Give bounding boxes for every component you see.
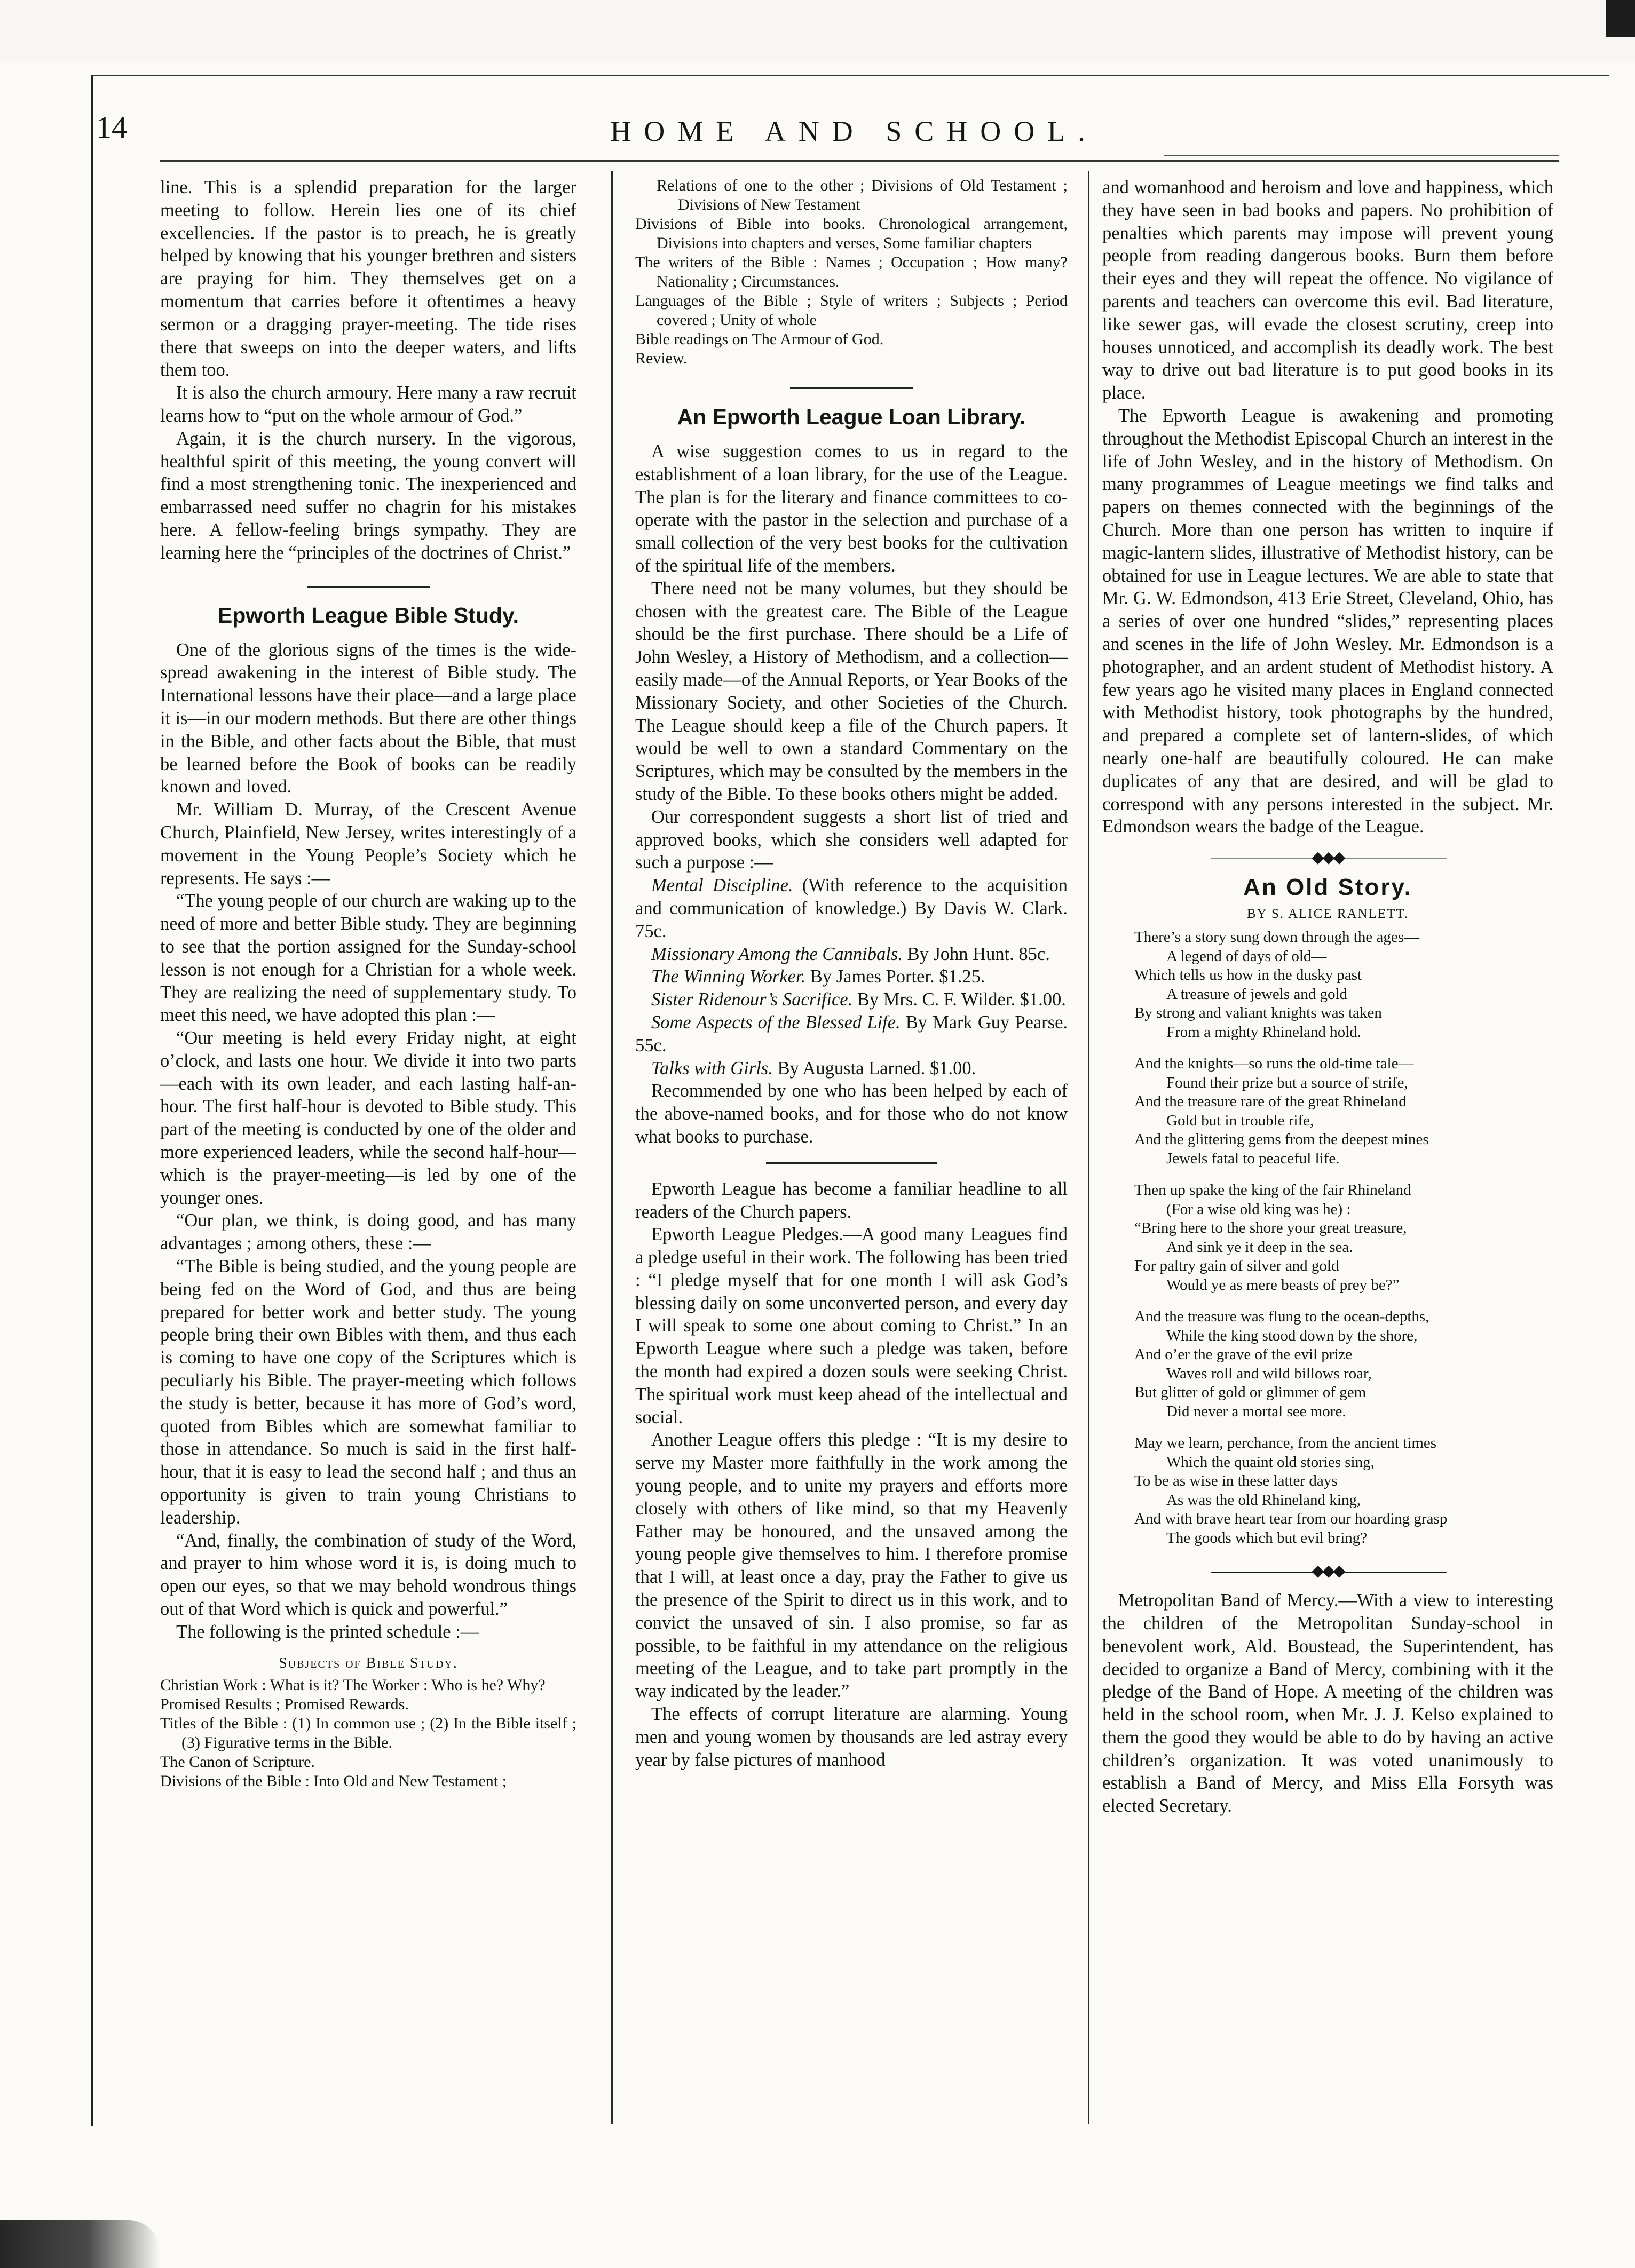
poem-stanza [1134,1181,1553,1295]
schedule-item: Titles of the Bible : (1) In common use ; (2) In the Bible itself ; (3) Figurative terms in the Bible. [160,1714,576,1751]
poem-line: A legend of days of old— [1166,947,1327,965]
schedule-item: Divisions of the Bible : Into Old and New Testament ; [160,1772,507,1790]
paragraph: One of the glorious signs of the times is the wide-spread awakening in the interest of Bible study. The International lessons have their place—and a large place it is—in our modern methods. But there are other things in the Bible, and other facts about the Bible, that must be learned before the Book of books can be readily known and loved. [160,639,576,797]
poem-line: Gold but in trouble rife, [1166,1112,1314,1129]
column-3 [1102,176,1553,2119]
poem-line: For paltry gain of silver and gold [1134,1257,1339,1275]
book-title: Mental Discipline. [651,875,793,896]
poem-line: To be as wise in these latter days [1134,1472,1338,1490]
poem-author: BY S. ALICE RANLETT. [1246,907,1409,922]
book-title: Talks with Girls. [651,1058,773,1079]
poem-line: And o’er the grave of the evil prize [1134,1346,1353,1363]
section-heading: An Epworth League Loan Library. [677,405,1026,429]
paragraph: Recommended by one who has been helped by each of the above-named books, and for those who do not know what books to purchase. [635,1081,1068,1147]
paragraph: There need not be many volumes, but they should be chosen with the greatest care. The Bible of the League should be the first purchase. There should be a Life of John Wesley, a History of Methodism, and a collection—easily made—of the Annual Reports, or Year Books of the Missionary Society, and other Societies of the Church. The League should keep a file of the Church papers. It would be well to own a standard Commentary on the Scriptures, which may be consulted by the members in the study of the Bible. To these books others might be added. [635,578,1068,804]
paragraph: A wise suggestion comes to us in regard to the establishment of a loan library, for the use of the League. The plan is for the literary and finance committees to co-operate with the pastor in the selection and purchase of a small collection of the very best books for the cultivation of the spiritual life of the members. [635,441,1068,576]
poem-line: As was the old Rhineland king, [1166,1491,1361,1509]
page-number: 14 [96,110,127,145]
scan-corner-mark [1606,0,1635,37]
poem-line: And the treasure was flung to the ocean-depths, [1134,1308,1429,1326]
poem-line: Would ye as mere beasts of prey be?” [1166,1276,1400,1294]
poem-line: And sink ye it deep in the sea. [1166,1238,1353,1256]
poem-line: By strong and valiant knights was taken [1134,1004,1382,1022]
header-rule [160,160,1559,162]
poem-line: From a mighty Rhineland hold. [1166,1023,1361,1041]
poem-line: A treasure of jewels and gold [1166,985,1348,1003]
schedule-item: Languages of the Bible ; Style of writers ; Subjects ; Period covered ; Unity of whole [635,292,1068,329]
ornament-divider: ———————◆◆◆——————— [1211,1562,1445,1580]
paragraph: line. This is a splendid preparation for the larger meeting to follow. Herein lies one of its chief excellencies. If the pastor is to preach, he is greatly helped by knowing that his younger brethren and sisters are praying for him. They themselves get on a momentum that carries before it oftentimes a heavy sermon or a dragging prayer-meeting. The tide rises there that sweeps on into the deeper waters, and lifts them too. [160,177,576,380]
paragraph: Again, it is the church nursery. In the vigorous, healthful spirit of this meeting, the young convert will find a most strengthening tonic. The inexperienced and embarrassed need suffer no chagrin for his mistakes here. A fellow-feeling brings sympathy. They are learning here the “principles of the doctrines of Christ.” [160,428,576,563]
column-rule [611,171,613,2124]
poem-line: Jewels fatal to peaceful life. [1166,1149,1340,1167]
book-entry [635,874,1068,942]
poem-line: The goods which but evil bring? [1166,1529,1368,1547]
poem-line: And with brave heart tear from our hoarding grasp [1134,1510,1448,1528]
book-details: By Augusta Larned. $1.00. [777,1058,976,1079]
poem-stanza [1134,1307,1553,1421]
paragraph: Metropolitan Band of Mercy.—With a view to interesting the children of the Metropolitan Sunday-school in benevolent work, Ald. Boustead, the Superintendent, has decided to organize a Band of Mercy, combining with it the pledge of the Band of Hope. A meeting of the children was held in the school room, when Mr. J. J. Kelso explained to them the good they would be able to do by having an active children’s organization. It was voted unanimously to establish a Band of Mercy, and Miss Ella Forsyth was elected Secretary. [1102,1590,1553,1817]
paragraph: “Our meeting is held every Friday night, at eight o’clock, and lasts one hour. We divide it into two parts—each with its own leader, and each lasting half-an-hour. The first half-hour is devoted to Bible study. This part of the meeting is conducted by one of the older and more experienced leaders, while the second half-hour—which is the prayer-meeting—is led by one of the younger ones. [160,1028,576,1208]
paragraph: The effects of corrupt literature are alarming. Young men and young women by thousands are led astray every year by false pictures of manhood [635,1704,1068,1770]
schedule-heading: Subjects of Bible Study. [279,1654,458,1671]
paragraph: Our correspondent suggests a short list of tried and approved books, which she considers well adapted for such a purpose :— [635,806,1068,873]
schedule-item: Relations of one to the other ; Divisions of Old Testament ; Divisions of New Testament [657,177,1068,213]
book-title: Sister Ridenour’s Sacrifice. [651,989,853,1010]
paragraph: Mr. William D. Murray, of the Crescent Avenue Church, Plainfield, New Jersey, writes interestingly of a movement in the Young People’s Society which he represents. He says :— [160,799,576,889]
column-2 [635,176,1068,2119]
poem [1102,928,1553,1548]
book-details: By Mark Guy Pearse. 55c. [635,1012,1068,1056]
book-entry [635,943,1068,966]
poem-line: Found their prize but a source of strife, [1166,1074,1408,1091]
poem-line: May we learn, perchance, from the ancient times [1134,1434,1437,1452]
schedule-item: Divisions of Bible into books. Chronological arrangement, Divisions into chapters and verses, Some familiar chapters [635,215,1068,252]
column-1 [160,176,576,2119]
paragraph: It is also the church armoury. Here many a raw recruit learns how to “put on the whole armour of God.” [160,383,576,426]
scan-margin [0,0,1635,63]
book-details: By James Porter. $1.25. [810,966,985,987]
book-title: Some Aspects of the Blessed Life. [651,1012,901,1033]
book-entry [635,1057,1068,1080]
book-details: By John Hunt. 85c. [907,943,1050,964]
poem-line: “Bring here to the shore your great treasure, [1134,1219,1407,1237]
schedule-item: Christian Work : What is it? The Worker : Who is he? Why? [160,1676,546,1694]
book-title: Missionary Among the Cannibals. [651,943,903,964]
paragraph: “The Bible is being studied, and the young people are being fed on the Word of God, and thus are being prepared for better work and better study. The young people bring their own Bibles with them, and thus each is coming to have one copy of the Scriptures which is peculiarly his Bible. The prayer-meeting which follows the study is better, because it has more of God’s word, quoted from Bibles which are somewhat familiar to those in attendance. So much is said in the first half-hour, that it is easy to lead the second half ; and thus an opportunity is given to train young Christians to leadership. [160,1256,576,1528]
column-rule [1088,171,1089,2124]
poem-line: But glitter of gold or glimmer of gem [1134,1384,1367,1401]
schedule-item: Review. [635,350,688,367]
paragraph: and womanhood and heroism and love and happiness, which they have seen in bad books and papers. No prohibition of penalties which parents may impose will prevent young people from reading dangerous books. Burn them before their eyes and they will repeat the offence. No vigilance of parents and teachers can overcome this evil. Bad literature, like sewer gas, will evade the closest scrutiny, creep into houses unnoticed, and accomplish its deadly work. The best way to drive out bad literature is to put good books in its place. [1102,177,1553,403]
poem-line: Which tells us how in the dusky past [1134,966,1362,984]
running-title: HOME AND SCHOOL. [610,115,1098,147]
paragraph: The Epworth League is awakening and promoting throughout the Methodist Episcopal Church an interest in the life of John Wesley, and in the history of Methodism. On many programmes of League meetings we find talks and papers on themes connected with the beginnings of the Church. More than one person has written to inquire if magic-lantern slides, illustrative of Methodist history, can be obtained for use in League lectures. We are able to state that Mr. G. W. Edmondson, 413 Erie Street, Cleveland, Ohio, has a series of over one hundred “slides,” representing places and scenes in the life of John Wesley. Mr. Edmondson is a photographer, and an ardent student of Methodist history. A few years ago he visited many places in England connected with Methodist history, took photographs by the hundred, and prepared a complete set of lantern-slides, of which nearly one-half are beautifully coloured. He can make duplicates of any that are desired, and will be glad to correspond with any persons interested in the subject. Mr. Edmondson wears the badge of the League. [1102,405,1553,837]
paragraph: Another League offers this pledge : “It is my desire to serve my Master more faithfully in the work among the young people, and to unite my prayers and efforts more closely with others of like mind, so that my Heavenly Father may be honoured, and the unsaved among the young people give themselves to him. I therefore promise that I will, at least once a day, pray the Father to give us the presence of the Spirit to direct us in this work, and to convict the unsaved of sin. I also promise, so far as possible, to be faithful in my attendance on the religious meeting of the League, and to take part promptly in the way indicated by the leader.” [635,1430,1068,1702]
book-entry [635,988,1068,1011]
poem-line: Which the quaint old stories sing, [1166,1453,1375,1471]
paragraph: “Our plan, we think, is doing good, and has many advantages ; among others, these :— [160,1210,576,1254]
book-title: The Winning Worker. [651,966,806,987]
poem-line: And the glittering gems from the deepest mines [1134,1131,1429,1148]
paragraph: Epworth League has become a familiar headline to all readers of the Church papers. [635,1178,1068,1222]
book-entry [635,1011,1068,1057]
poem-line: (For a wise old king was he) : [1166,1200,1351,1218]
poem-title: An Old Story. [1243,874,1412,901]
poem-line: Did never a mortal see more. [1166,1402,1346,1420]
poem-line: And the treasure rare of the great Rhineland [1134,1093,1407,1111]
schedule-item: Promised Results ; Promised Rewards. [160,1695,409,1713]
poem-line: There’s a story sung down through the ages— [1134,929,1419,946]
book-details: (With reference to the acquisition and communication of knowledge.) By Davis W. Clark. 75c. [635,875,1068,941]
paragraph: “The young people of our church are waking up to the need of more and better Bible study. They are beginning to see that the portion assigned for the Sunday-school lesson is not enough for a Christian for a whole week. They are realizing the need of supplementary study. To meet this need, we have adopted this plan :— [160,891,576,1026]
poem-stanza [1134,1434,1553,1548]
schedule-item: The Canon of Scripture. [160,1752,315,1771]
paragraph: Epworth League Pledges.—A good many Leagues find a pledge useful in their work. The following has been tried : “I pledge myself that for one month I will ask God’s blessing daily on some unconverted person, and every day I will speak to some one about coming to Christ.” In an Epworth League where such a pledge was taken, before the month had expired a dozen souls were seeking Christ. The spiritual work must keep ahead of the intellectual and social. [635,1224,1068,1428]
poem-line: Waves roll and wild billows roar, [1166,1365,1372,1382]
poem-line: Then up spake the king of the fair Rhineland [1134,1181,1411,1199]
schedule-item: The writers of the Bible : Names ; Occupation ; How many? Nationality ; Circumstances. [635,253,1068,290]
section-heading: Epworth League Bible Study. [217,602,519,628]
schedule-item: Bible readings on The Armour of God. [635,330,884,348]
poem-line: While the king stood down by the shore, [1166,1327,1418,1344]
header-rule-accent [1164,155,1559,156]
ornament-divider: ———————◆◆◆——————— [1211,848,1445,867]
poem-stanza [1134,1054,1553,1168]
book-entry [635,965,1068,988]
poem-line: And the knights—so runs the old-time tale— [1134,1055,1414,1073]
paragraph: “And, finally, the combination of study of the Word, and prayer to him whose word it is, is doing much to open our eyes, so that we may behold wondrous things out of that Word which is quick and powerful.” [160,1530,576,1620]
book-details: By Mrs. C. F. Wilder. $1.00. [857,989,1066,1010]
scan-smudge [0,2220,160,2268]
poem-stanza [1134,928,1553,1042]
paragraph: The following is the printed schedule :— [176,1621,479,1642]
